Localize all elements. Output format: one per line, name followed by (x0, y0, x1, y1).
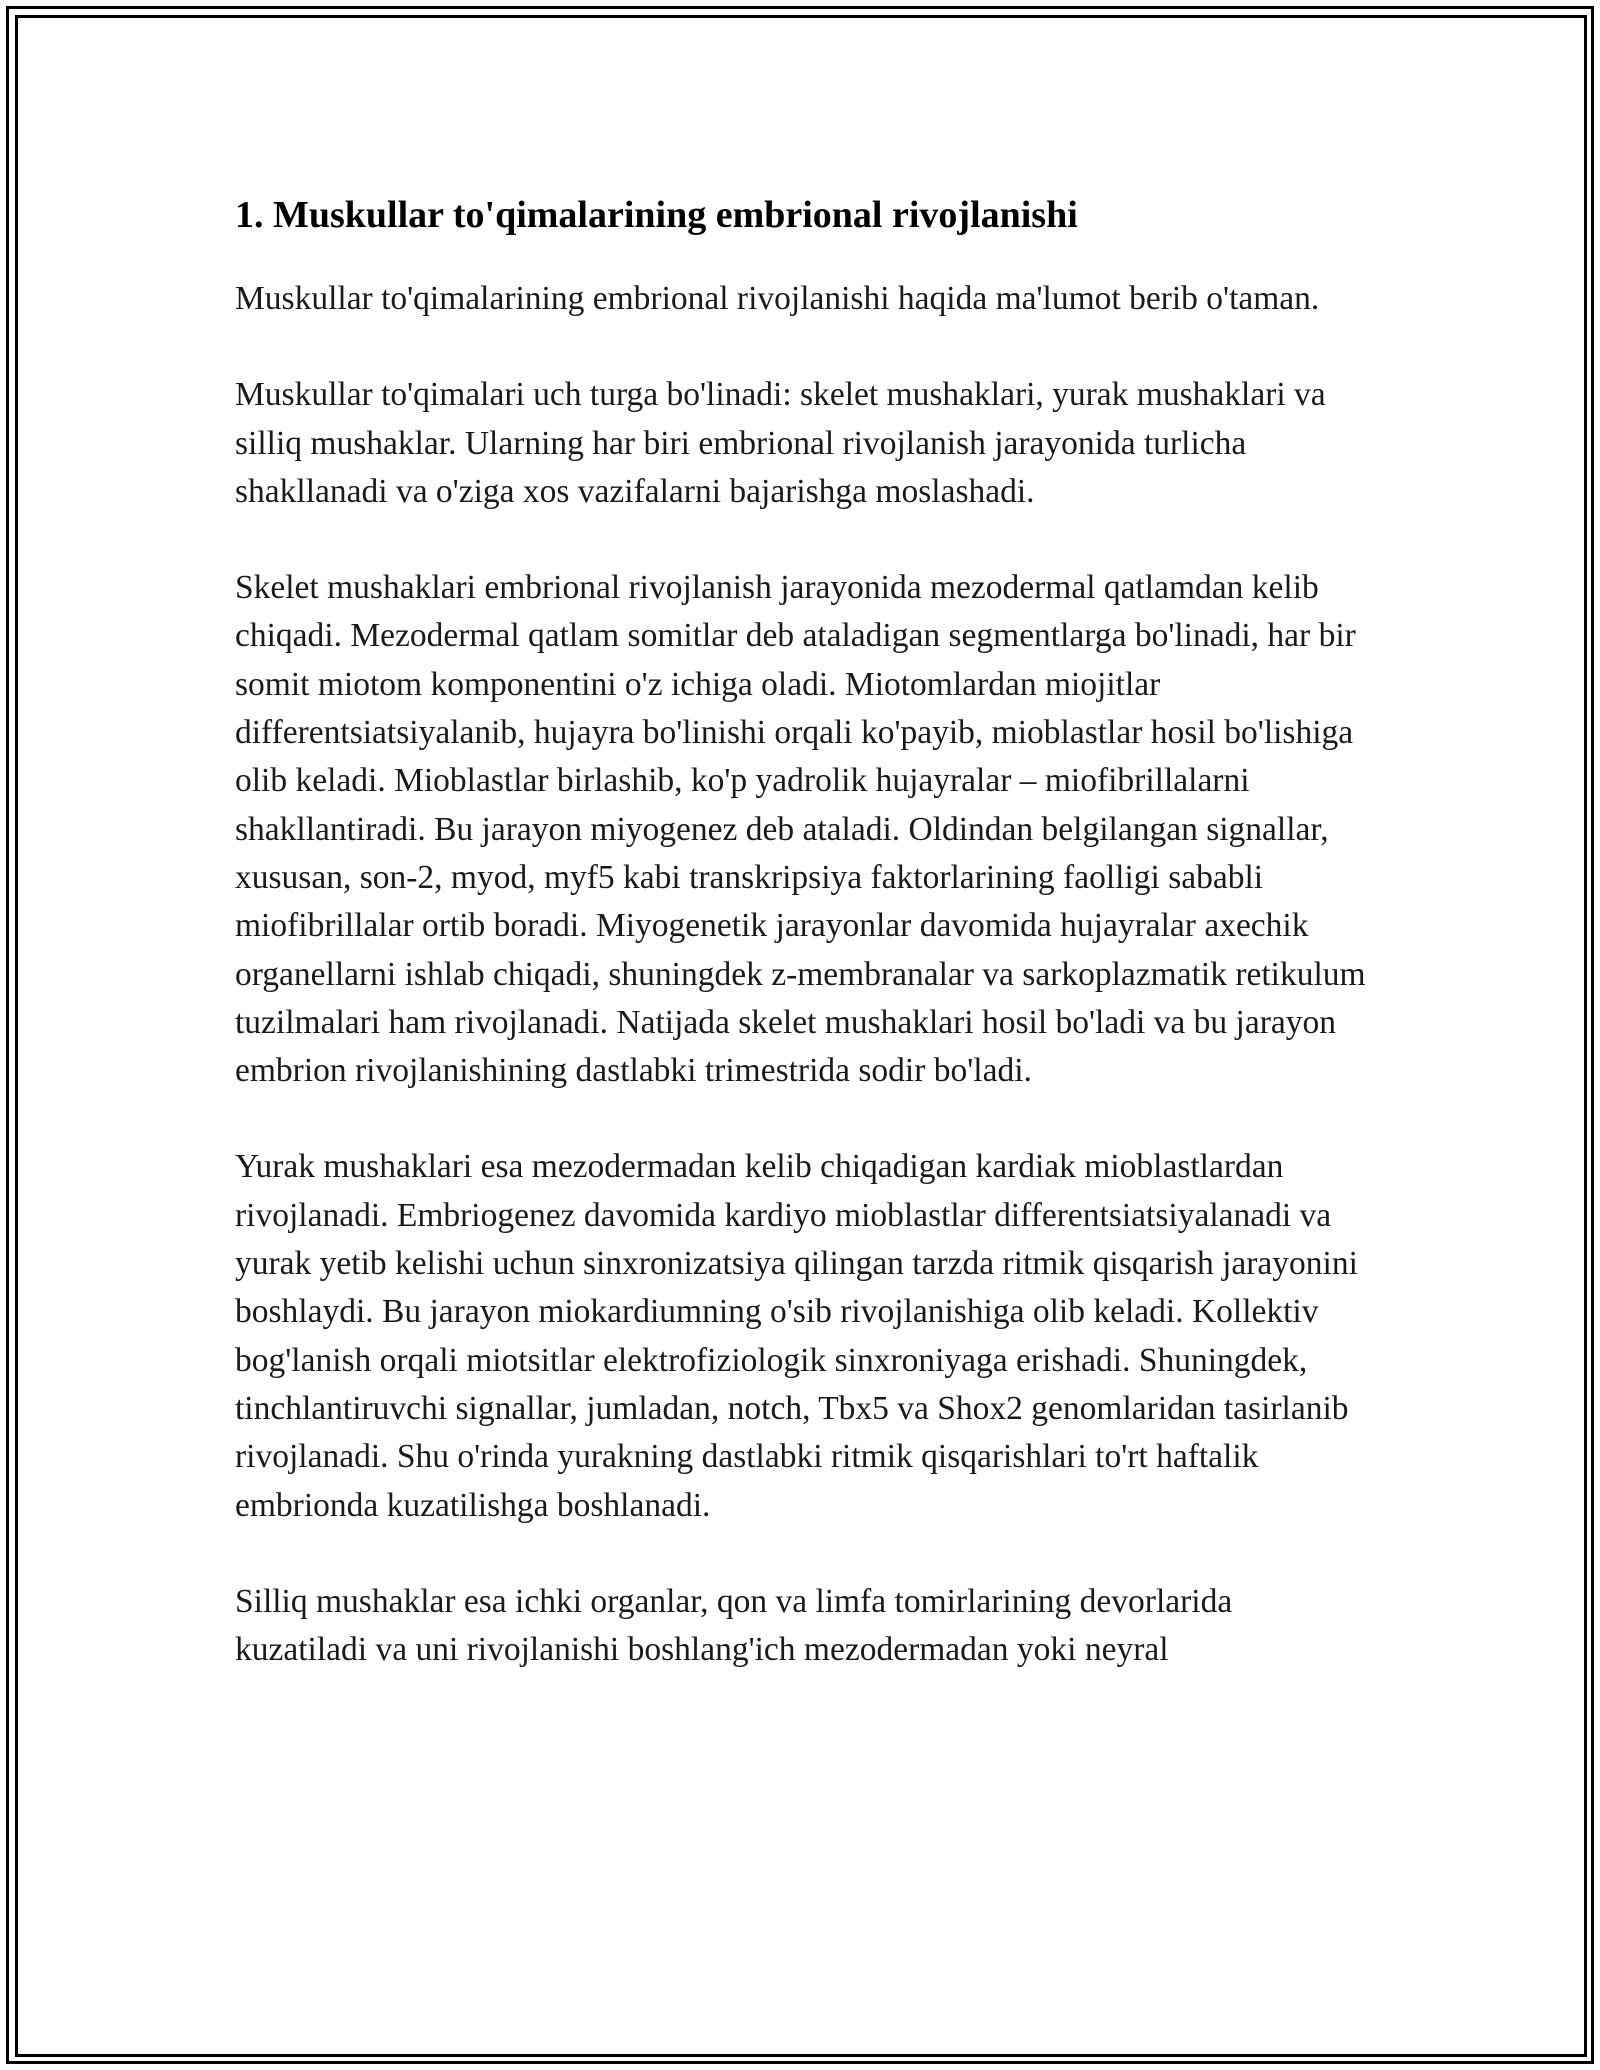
paragraph-muscle-types: Muskullar to'qimalari uch turga bo'linadi: skelet mushaklari, yurak mushaklari va silliq mushaklar. Ularning har biri embrional rivojlanish jarayonida turlicha shakllanadi va o'ziga xos vazifalarni bajarishga moslashadi. (235, 376, 1326, 510)
section-heading: 1. Muskullar to'qimalarining embrional rivojlanishi (235, 194, 1078, 236)
paragraph-intro: Muskullar to'qimalarining embrional rivojlanishi haqida ma'lumot berib o'taman. (235, 280, 1320, 317)
paragraph-smooth-muscle: Silliq mushaklar esa ichki organlar, qon va limfa tomirlarining devorlarida kuzatiladi va uni rivojlanishi boshlang'ich mezodermadan yoki neyral (235, 1582, 1233, 1669)
paragraph-cardiac-muscle: Yurak mushaklari esa mezodermadan kelib chiqadigan kardiak mioblastlardan rivojlanadi. Embriogenez davomida kardiyo mioblastlar differentsiatsiyalanadi va yurak yetib kelishi uchun sinxronizatsiya qilingan tarzda ritmik qisqarish jarayonini boshlaydi. Bu jarayon miokardiumning o'sib rivojlanishiga olib keladi. Kollektiv bog'lanish orqali miotsitlar elektrofiziologik sinxroniyaga erishadi. Shuningdek, tinchlantiruvchi signallar, jumladan, notch, Tbx5 va Shox2 genomlaridan tasirlanib rivojlanadi. Shu o'rinda yurakning dastlabki ritmik qisqarishlari to'rt haftalik embrionda kuzatilishga boshlanadi. (235, 1148, 1358, 1524)
document-body (235, 185, 1370, 1722)
paragraph-skeletal-muscle: Skelet mushaklari embrional rivojlanish jarayonida mezodermal qatlamdan kelib chiqadi. Mezodermal qatlam somitlar deb ataladigan segmentlarga bo'linadi, har bir somit miotom komponentini o'z ichiga oladi. Miotomlardan miojitlar differentsiatsiyalanib, hujayra bo'linishi orqali ko'payib, mioblastlar hosil bo'lishiga olib keladi. Mioblastlar birlashib, ko'p yadrolik hujayralar – miofibrillalarni shakllantiradi. Bu jarayon miyogenez deb ataladi. Oldindan belgilangan signallar, xususan, son-2, myod, myf5 kabi transkripsiya faktorlarining faolligi sababli miofibrillalar ortib boradi. Miyogenetik jarayonlar davomida hujayralar axechik organellarni ishlab chiqadi, shuningdek z-membranalar va sarkoplazmatik retikulum tuzilmalari ham rivojlanadi. Natijada skelet mushaklari hosil bo'ladi va bu jarayon embrion rivojlanishining dastlabki trimestrida sodir bo'ladi. (235, 569, 1366, 1090)
